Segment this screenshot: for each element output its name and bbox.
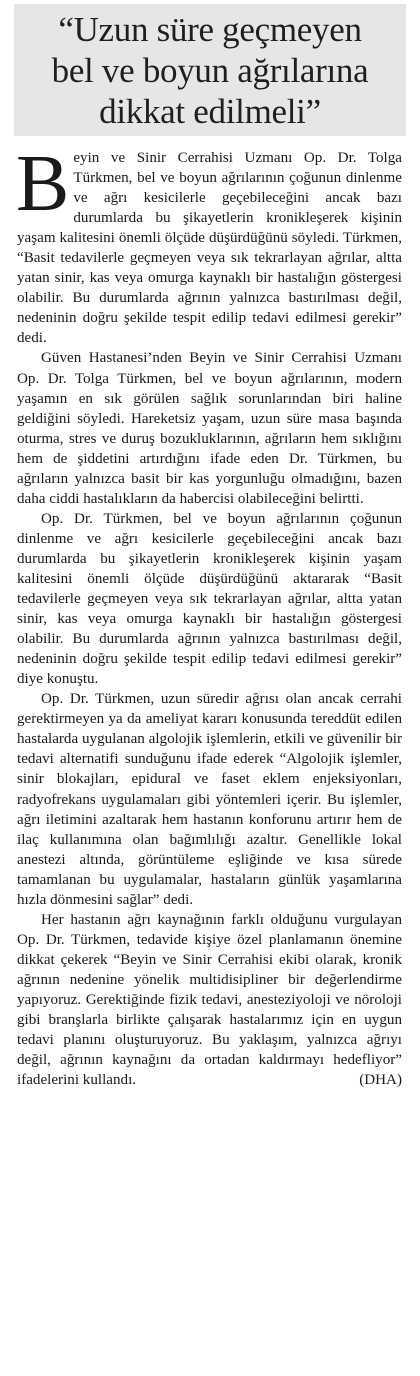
headline	[52, 9, 369, 132]
paragraph-1-text: eyin ve Sinir Cerrahisi Uzmanı Op. Dr. Tolga Türkmen, bel ve boyun ağrılarının çoğunun dinlenme ve ağrı kesicilerle geçebileceğini ancak bazı durumlarda bu şikayetlerin kronikleşerek kişinin yaşam kalitesini önemli ölçüde düşürdüğünü söyledi. Türkmen, “Basit tedavilerle geçmeyen veya sık tekrarlayan ağrılar, altta yatan sinir, kas veya omurga kaynaklı bir hastalığın göstergesi olabilir. Bu durumlarda ağrının yalnızca bastırılması değil, nedeninin doğru şekilde tespit edilip tedavi edilmesi gerekir” dedi.	[17, 150, 402, 347]
headline-line-3: dikkat edilmeli”	[99, 91, 321, 131]
paragraph-5-text: Her hastanın ağrı kaynağının farklı olduğunu vurgulayan Op. Dr. Türkmen, tedavide kişiye özel planlamanın önemine dikkat çekerek “Beyin ve Sinir Cerrahisi ekibi olarak, kronik ağrının nedenine yönelik multidisipliner bir değerlendirme yapıyoruz. Gerektiğinde fizik tedavi, anesteziyoloji ve nöroloji gibi branşlarla birlikte çalışarak hastalarımız için en uygun tedavi planını oluşturuyoruz. Bu yaklaşım, yalnızca ağrıyı değil, ağrının kaynağını da ortadan kaldırmayı hedefliyor” ifadelerini kullandı.	[17, 911, 402, 1089]
headline-box	[14, 4, 406, 136]
headline-line-2: bel ve boyun ağrılarına	[51, 50, 369, 90]
drop-cap: B	[16, 140, 70, 228]
article-paragraph-5	[17, 910, 402, 1090]
article-body	[16, 140, 402, 1090]
article-paragraph-1	[16, 140, 402, 348]
source-credit: (DHA)	[359, 1072, 402, 1089]
article-paragraph-2: Güven Hastanesi’nden Beyin ve Sinir Cerrahisi Uzmanı Op. Dr. Tolga Türkmen, bel ve boyun ağrılarının, modern yaşamın en sık görülen sağlık sorunlarından biri haline geldiğini söyledi. Hareketsiz yaşam, uzun süre masa başında oturma, stres ve duruş bozukluklarının, ağrıların hem sıklığını hem de şiddetini artırdığını ifade eden Dr. Türkmen, bu ağrıların yalnızca basit bir kas yorgunluğu olmadığını, bazen daha ciddi hastalıkların da habercisi olabileceğini belirtti.	[17, 350, 402, 507]
headline-line-1: “Uzun süre geçmeyen	[58, 9, 362, 49]
article-paragraph-4: Op. Dr. Türkmen, uzun süredir ağrısı olan ancak cerrahi gerektirmeyen ya da ameliyat kararı konusunda tereddüt edilen hastalarda uygulanan algolojik işlemlerin, etkili ve güvenilir bir tedavi alternatifi sunduğunu ifade ederek “Algolojik işlemler, sinir blokajları, epidural ve faset eklem enjeksiyonları, radyofrekans uygulamaları gibi yöntemleri içerir. Bu işlemler, ağrı iletimini azaltarak hem hastanın konforunu artırır hem de ilaç kullanımına olan bağımlılığı azaltır. Genellikle lokal anestezi altında, görüntüleme eşliğinde ve kısa sürede tamamlanan bu uygulamalar, hastaların günlük yaşamlarına hızla dönmesini sağlar” dedi.	[17, 691, 402, 908]
article-paragraph-3: Op. Dr. Türkmen, bel ve boyun ağrılarının çoğunun dinlenme ve ağrı kesicilerle geçebileceğini ancak bazı durumlarda bu şikayetlerin kronikleşerek kişinin yaşam kalitesini önemli ölçüde düşürdüğünü aktararak “Basit tedavilerle geçmeyen veya sık tekrarlayan ağrılar, altta yatan sinir, kas veya omurga kaynaklı bir hastalığın göstergesi olabilir. Bu durumlarda ağrının yalnızca bastırılması değil, nedeninin doğru şekilde tespit edilip tedavi edilmesi gerekir” diye konuştu.	[17, 510, 402, 688]
